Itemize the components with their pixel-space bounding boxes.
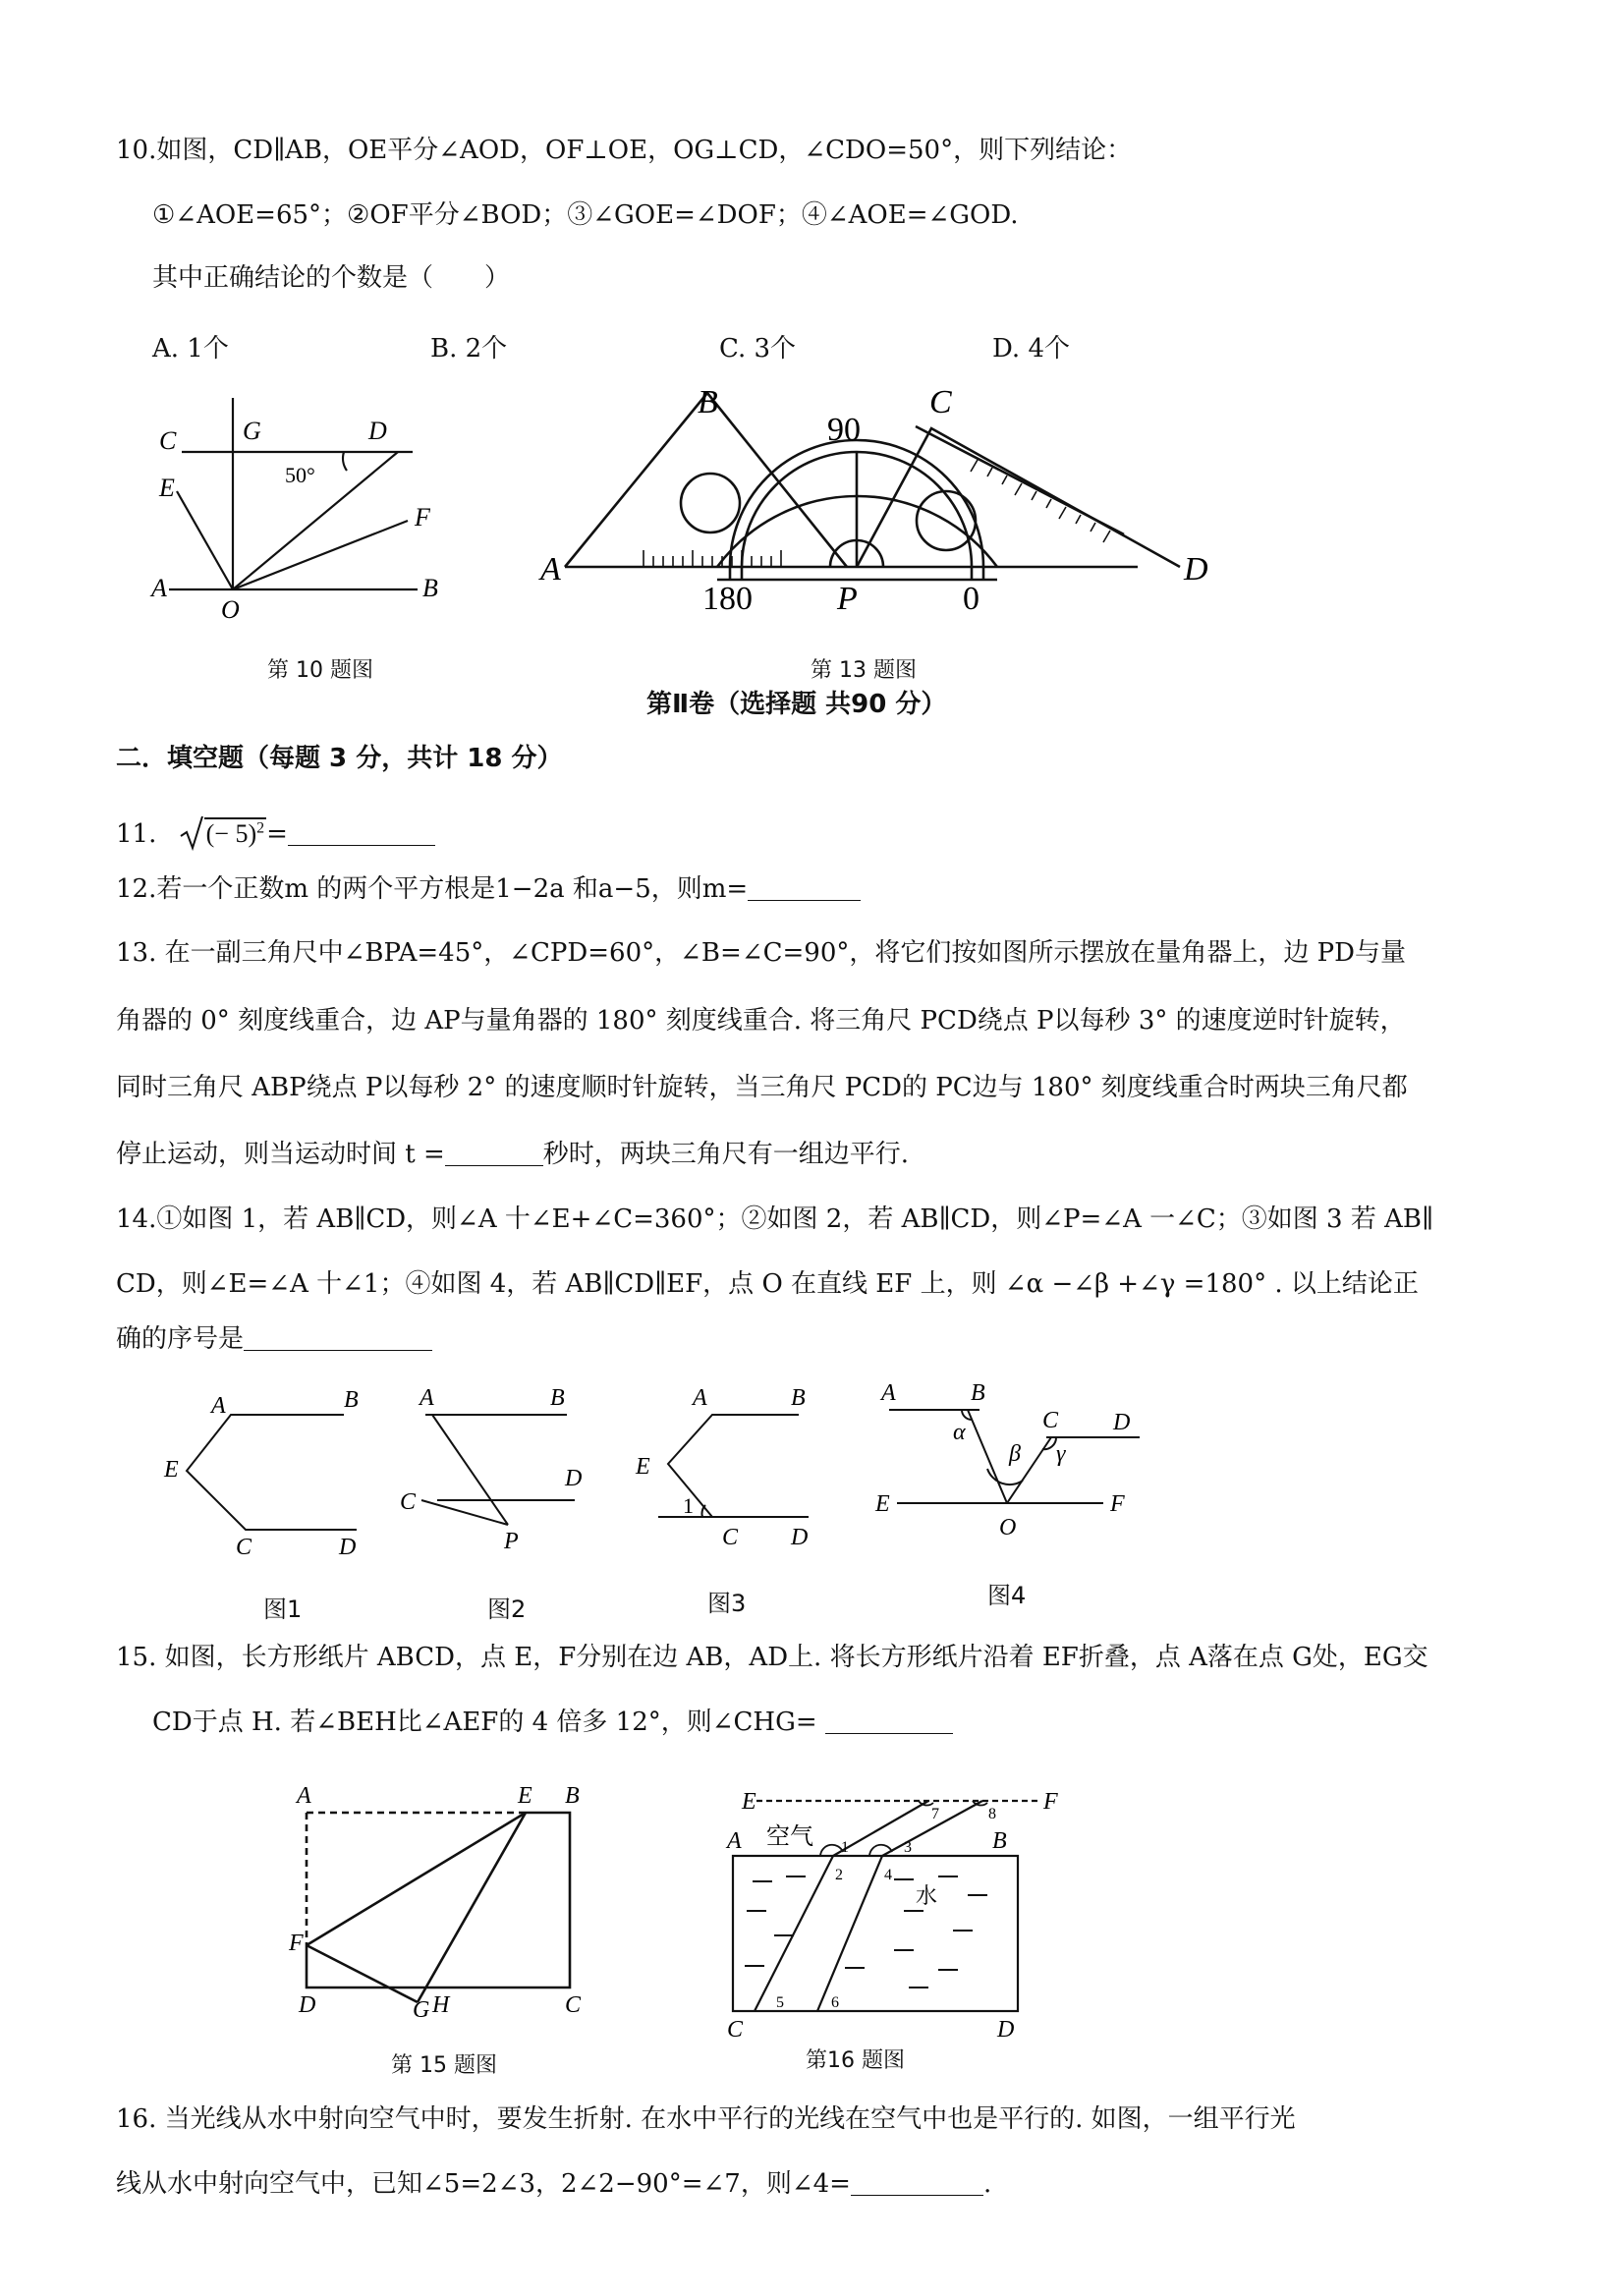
q12-text: 12.若一个正数m 的两个平方根是1−2a 和a−5，则m= (116, 874, 749, 904)
q13-line3: 同时三角尺 ABP绕点 P以每秒 2° 的速度顺时针旋转，当三角尺 PCD的 PC边与 180° 刻度线重合时两块三角尺都 (116, 1073, 1408, 1102)
q14-line1: 14.①如图 1，若 AB∥CD，则∠A 十∠E+∠C=360°；②如图 2，若 AB∥CD，则∠P=∠A 一∠C；③如图 3 若 AB∥ (116, 1204, 1434, 1234)
svg-text:C: C (400, 1489, 417, 1515)
q13-figure (531, 383, 1218, 629)
q10-option-a: A. 1个 (152, 334, 229, 364)
svg-text:空气: 空气 (766, 1824, 813, 1850)
q16-line1: 16. 当光线从水中射向空气中时，要发生折射. 在水中平行的光线在空气中也是平行的. 如图，一组平行光 (116, 2104, 1296, 2134)
svg-text:A: A (151, 574, 167, 602)
svg-text:B: B (344, 1387, 359, 1413)
svg-text:C: C (722, 1525, 739, 1550)
svg-text:D: D (791, 1525, 809, 1550)
svg-text:D: D (1184, 551, 1208, 588)
svg-text:A: A (693, 1385, 707, 1411)
svg-text:6: 6 (831, 1994, 839, 2011)
svg-text:B: B (698, 384, 718, 420)
q12-answer-blank[interactable] (748, 874, 861, 901)
q14-line2: CD，则∠E=∠A 十∠1；④如图 4，若 AB∥CD∥EF，点 O 在直线 EF 上，则 ∠α −∠β +∠γ =180° . 以上结论正 (116, 1269, 1419, 1299)
svg-text:E: E (875, 1491, 890, 1517)
section2-title: 二．填空题（每题 3 分，共计 18 分） (116, 744, 563, 773)
svg-text:B: B (550, 1385, 565, 1411)
svg-text:180: 180 (702, 581, 753, 617)
q14-figure-4-caption: 图4 (987, 1582, 1027, 1609)
q10-option-d: D. 4个 (992, 334, 1070, 364)
svg-text:4: 4 (884, 1867, 892, 1883)
svg-text:A: A (727, 1828, 742, 1854)
q11-number: 11. (116, 819, 157, 849)
q14-figure-1 (162, 1375, 368, 1562)
svg-text:B: B (565, 1783, 580, 1809)
q16-answer-blank[interactable] (851, 2169, 983, 2196)
svg-text:α: α (953, 1420, 966, 1445)
svg-text:A: A (211, 1393, 226, 1419)
svg-text:D: D (997, 2017, 1015, 2043)
svg-text:0: 0 (963, 581, 979, 617)
q11 (116, 807, 435, 851)
q12 (116, 872, 861, 906)
q13-figure-caption: 第 13 题图 (811, 658, 917, 683)
q10-figure (147, 388, 462, 624)
svg-text:水: 水 (916, 1883, 938, 1908)
q13-line1: 13. 在一副三角尺中∠BPA=45°，∠CPD=60°，∠B=∠C=90°，将它们按如图所示摆放在量角器上，边 PD与量 (116, 938, 1406, 968)
svg-text:1: 1 (841, 1839, 849, 1856)
q15-figure (285, 1783, 609, 2023)
q15-line2-text: CD于点 H. 若∠BEH比∠AEF的 4 倍多 12°，则∠CHG= (152, 1708, 817, 1737)
q10-option-c: C. 3个 (719, 334, 797, 364)
svg-text:P: P (837, 581, 858, 617)
svg-text:A: A (297, 1783, 311, 1809)
svg-text:D: D (1113, 1410, 1131, 1435)
q14-line3-text: 确的序号是 (116, 1324, 245, 1354)
svg-text:E: E (636, 1454, 650, 1480)
q11-equals: = (266, 819, 288, 849)
svg-text:A: A (881, 1380, 896, 1406)
svg-text:E: E (164, 1457, 179, 1483)
q14-figure-1-caption: 图1 (263, 1596, 303, 1623)
q15-line1: 15. 如图，长方形纸片 ABCD，点 E，F分别在边 AB，AD上. 将长方形纸片沿着 EF折叠，点 A落在点 G处，EG交 (116, 1643, 1428, 1672)
svg-text:C: C (565, 1992, 582, 2018)
q14-figure-3-caption: 图3 (707, 1590, 747, 1617)
q14-figure-3 (634, 1375, 869, 1562)
svg-text:O: O (221, 595, 240, 624)
svg-text:C: C (1042, 1408, 1059, 1433)
q10-option-b: B. 2个 (430, 334, 508, 364)
svg-text:O: O (999, 1515, 1017, 1540)
q16-figure-caption: 第16 题图 (806, 2048, 905, 2073)
q16-figure (727, 1773, 1061, 2043)
q14-figure-4 (869, 1371, 1154, 1557)
svg-text:B: B (791, 1385, 806, 1411)
part2-title: 第Ⅱ卷（选择题 共90 分） (646, 690, 947, 719)
svg-text:B: B (992, 1828, 1007, 1854)
svg-text:H: H (432, 1992, 450, 2018)
q16-line2-text: 线从水中射向空气中，已知∠5=2∠3，2∠2−90°=∠7，则∠4= (116, 2169, 851, 2199)
svg-text:F: F (1110, 1491, 1125, 1517)
svg-text:β: β (1009, 1441, 1021, 1467)
svg-text:3: 3 (904, 1839, 912, 1856)
q13-line4-start: 停止运动，则当运动时间 t = (116, 1140, 445, 1169)
q10-figure-caption: 第 10 题图 (267, 658, 373, 683)
svg-text:C: C (727, 2017, 744, 2043)
q16-line2: 线从水中射向空气中，已知∠5=2∠3，2∠2−90°=∠7，则∠4= . (116, 2169, 992, 2199)
q13-answer-blank[interactable] (445, 1140, 543, 1166)
svg-text:γ: γ (1056, 1441, 1066, 1467)
svg-text:90: 90 (827, 412, 861, 448)
svg-text:B: B (422, 574, 438, 602)
svg-text:E: E (159, 474, 175, 502)
svg-text:A: A (540, 551, 561, 588)
q10-conclusions: ①∠AOE=65°；②OF平分∠BOD；③∠GOE=∠DOF；④∠AOE=∠GOD. (152, 200, 1019, 230)
svg-text:F: F (415, 503, 430, 532)
q14-line3 (116, 1322, 432, 1356)
svg-text:7: 7 (931, 1806, 939, 1822)
svg-text:F: F (289, 1931, 304, 1956)
q15-figure-caption: 第 15 题图 (391, 2053, 497, 2078)
q14-figure-2-caption: 图2 (487, 1596, 527, 1623)
svg-text:2: 2 (835, 1867, 843, 1883)
svg-text:D: D (368, 417, 387, 445)
q13-line4 (116, 1138, 909, 1171)
q10-ask: 其中正确结论的个数是（ ） (152, 263, 511, 293)
q11-answer-blank[interactable] (288, 819, 435, 846)
svg-text:G: G (243, 417, 261, 445)
svg-text:A: A (420, 1385, 434, 1411)
svg-text:G: G (413, 1997, 430, 2023)
svg-text:E: E (518, 1783, 532, 1809)
svg-text:B: B (971, 1380, 985, 1406)
svg-text:P: P (504, 1529, 519, 1554)
svg-text:F: F (1043, 1789, 1058, 1815)
svg-text:E: E (742, 1789, 756, 1815)
q14-answer-blank[interactable] (244, 1324, 432, 1351)
svg-text:C: C (929, 384, 952, 420)
svg-text:D: D (339, 1535, 357, 1560)
svg-text:50°: 50° (285, 463, 315, 487)
svg-text:5: 5 (776, 1994, 784, 2011)
radical-sign-icon (179, 814, 204, 850)
svg-text:C: C (236, 1535, 252, 1560)
q11-sqrt-expression: (− 5)$^2$ (179, 807, 266, 851)
svg-text:C: C (159, 426, 177, 455)
svg-text:1: 1 (683, 1493, 694, 1518)
q13-line2: 角器的 0° 刻度线重合，边 AP与量角器的 180° 刻度线重合. 将三角尺 PCD绕点 P以每秒 3° 的速度逆时针旋转， (116, 1006, 1406, 1036)
q15-line2 (152, 1706, 953, 1739)
q10-stem: 10.如图，CD∥AB，OE平分∠AOD，OF⊥OE，OG⊥CD，∠CDO=50°，则下列结论： (116, 136, 1133, 165)
svg-text:D: D (299, 1992, 316, 2018)
svg-text:8: 8 (988, 1806, 996, 1822)
svg-text:D: D (565, 1466, 583, 1491)
q15-answer-blank[interactable] (825, 1708, 953, 1734)
q14-figure-2 (398, 1375, 594, 1562)
q13-line4-end: 秒时，两块三角尺有一组边平行. (542, 1140, 910, 1169)
